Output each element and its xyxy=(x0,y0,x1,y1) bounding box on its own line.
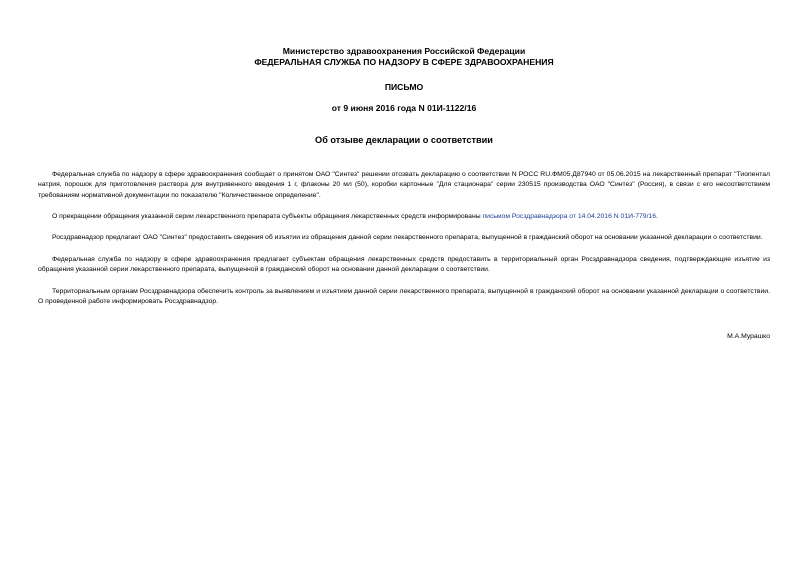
paragraph-text-end: . xyxy=(656,213,658,221)
document-page xyxy=(38,46,770,342)
paragraph-manufacturer-request: Росздравнадзор предлагает ОАО "Синтез" предоставить сведения об изъятии из обращения данной серии лекарственного препарата, выпущенной в гражданский оборот на основании указанной декларации о соответствии. xyxy=(52,234,763,242)
paragraph-territorial-control: Территориальным органам Росздравнадзора обеспечить контроль за выявлением и изъятием данной серии лекарственного препарата, выпущенной в гражданский оборот на основании указанной декларации о соответствии. О проведенной работе информировать Росздравнадзор. xyxy=(38,287,770,306)
paragraph-circulation-stop xyxy=(38,212,770,223)
reference-letter-link[interactable]: письмом Росздравнадзора от 14.04.2016 N 01И-779/16 xyxy=(482,213,657,221)
service-heading: ФЕДЕРАЛЬНАЯ СЛУЖБА ПО НАДЗОРУ В СФЕРЕ ЗДРАВООХРАНЕНИЯ xyxy=(254,56,554,67)
paragraph-text: О прекращении обращения указанной серии лекарственного препарата субъекты обращения лекарственных средств информированы xyxy=(52,213,483,221)
paragraph-declaration-withdrawal: Федеральная служба по надзору в сфере здравоохранения сообщает о принятом ОАО "Синтез" решении отозвать декларацию о соответствии N РОСС RU.ФМ05.Д87940 от 05.06.2015 на лекарственный препарат "Тиопентал натрия, порошок для приготовления раствора для внутривенного введения 1 г, флаконы 20 мл (50), коробки картонные "Для стационара" серии 230515 производства ОАО "Синтез" (Россия), в связи с его несоответствием требованиям нормативной документации по показателю "Количественное определение". xyxy=(38,170,770,199)
document-body xyxy=(38,170,770,309)
ministry-heading: Министерство здравоохранения Российской Федерации xyxy=(282,46,526,56)
document-type: ПИСЬМО xyxy=(384,82,424,92)
paragraph-subjects-request: Федеральная служба по надзору в сфере здравоохранения предлагает субъектам обращения лекарственных средств предоставить в территориальный орган Росздравнадзора сведения, подтверждающие изъятие из обращения указанной серии лекарственного препарата, выпущенной в гражданский оборот на основании данной декларации о соответствии. xyxy=(38,255,770,274)
document-subject: Об отзыве декларации о соответствии xyxy=(315,135,493,145)
document-date-number: от 9 июня 2016 года N 01И-1122/16 xyxy=(331,102,477,113)
signature: М.А.Мурашко xyxy=(727,333,770,341)
